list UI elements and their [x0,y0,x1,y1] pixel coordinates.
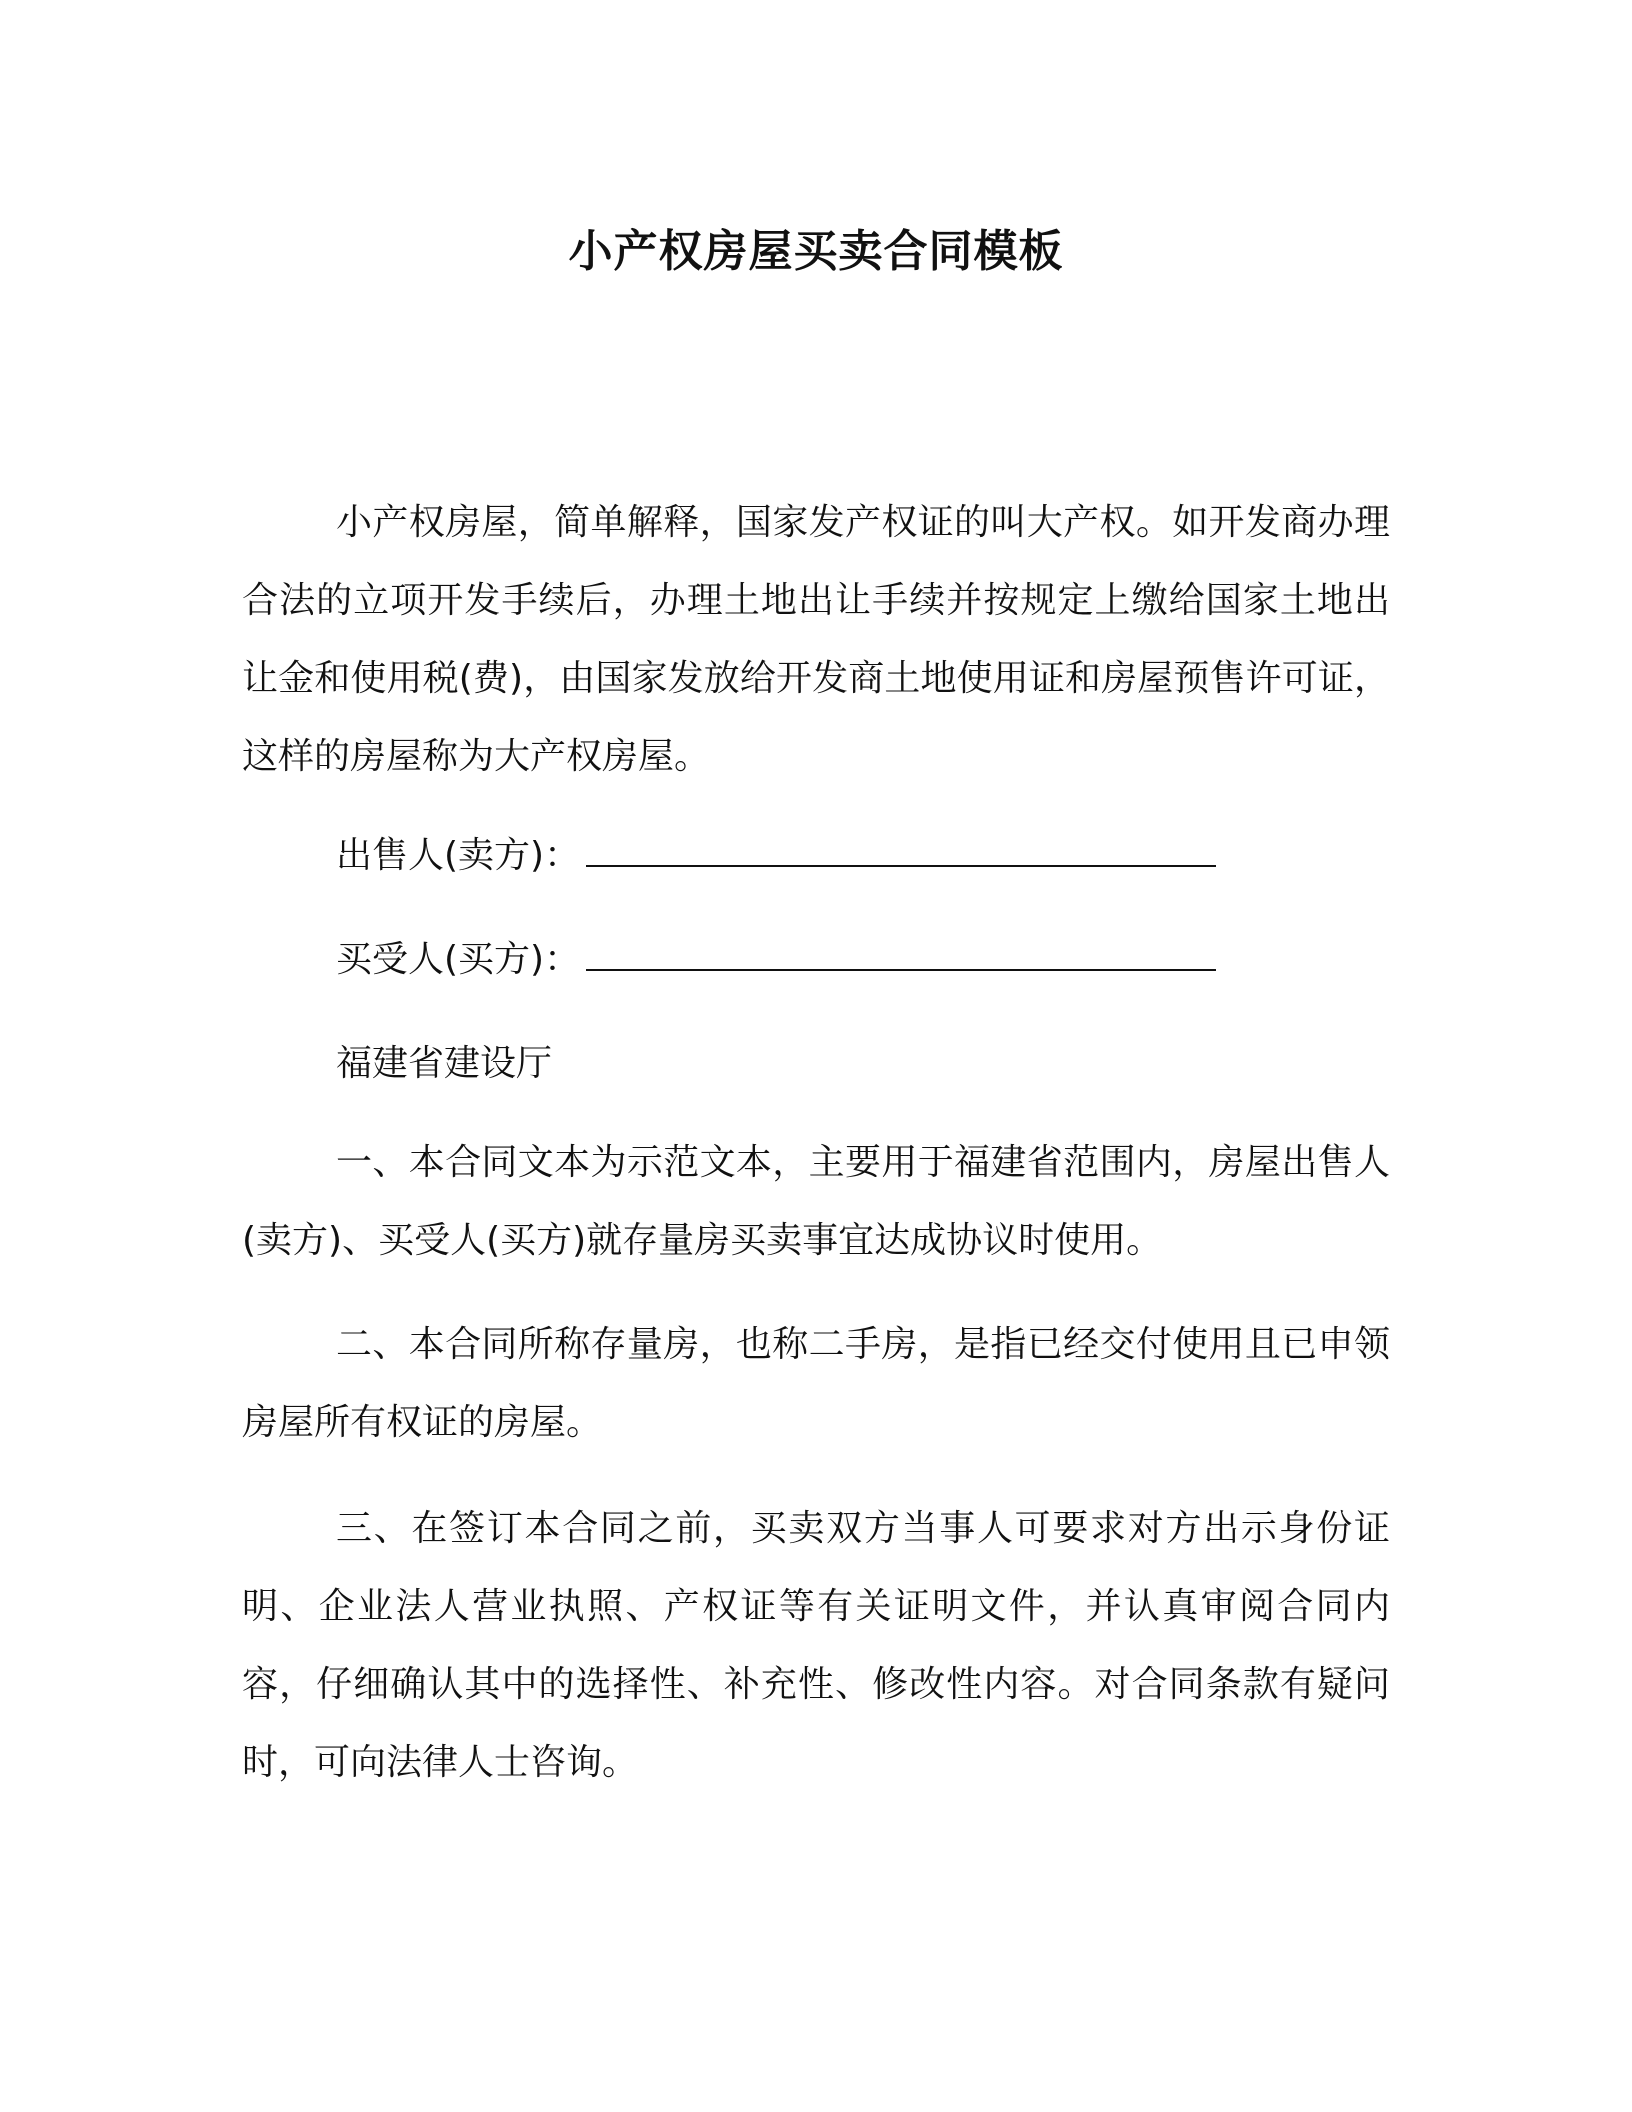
seller-blank-line[interactable] [586,829,1216,867]
seller-label: 出售人(卖方)： [336,835,581,876]
buyer-blank-line[interactable] [586,933,1216,971]
seller-field [336,826,1216,886]
document-title: 小产权房屋买卖合同模板 [568,226,1064,277]
clause-1-paragraph: 一、本合同文本为示范文本，主要用于福建省范围内，房屋出售人(卖方)、买受人(买方)就存量房买卖事宜达成协议时使用。 [242,1142,1390,1261]
clause-2-paragraph: 二、本合同所称存量房，也称二手房，是指已经交付使用且已申领房屋所有权证的房屋。 [242,1324,1390,1443]
clause-3-paragraph: 三、在签订本合同之前，买卖双方当事人可要求对方出示身份证明、企业法人营业执照、产权证等有关证明文件，并认真审阅合同内容，仔细确认其中的选择性、补充性、修改性内容。对合同条款有疑问时，可向法律人士咨询。 [242,1508,1390,1783]
authority-text: 福建省建设厅 [336,1043,553,1084]
buyer-field [336,930,1216,990]
intro-paragraph: 小产权房屋，简单解释，国家发产权证的叫大产权。如开发商办理合法的立项开发手续后，办理土地出让手续并按规定上缴给国家土地出让金和使用税(费)，由国家发放给开发商土地使用证和房屋预售许可证，这样的房屋称为大产权房屋。 [242,502,1390,777]
buyer-label: 买受人(买方)： [336,939,581,980]
